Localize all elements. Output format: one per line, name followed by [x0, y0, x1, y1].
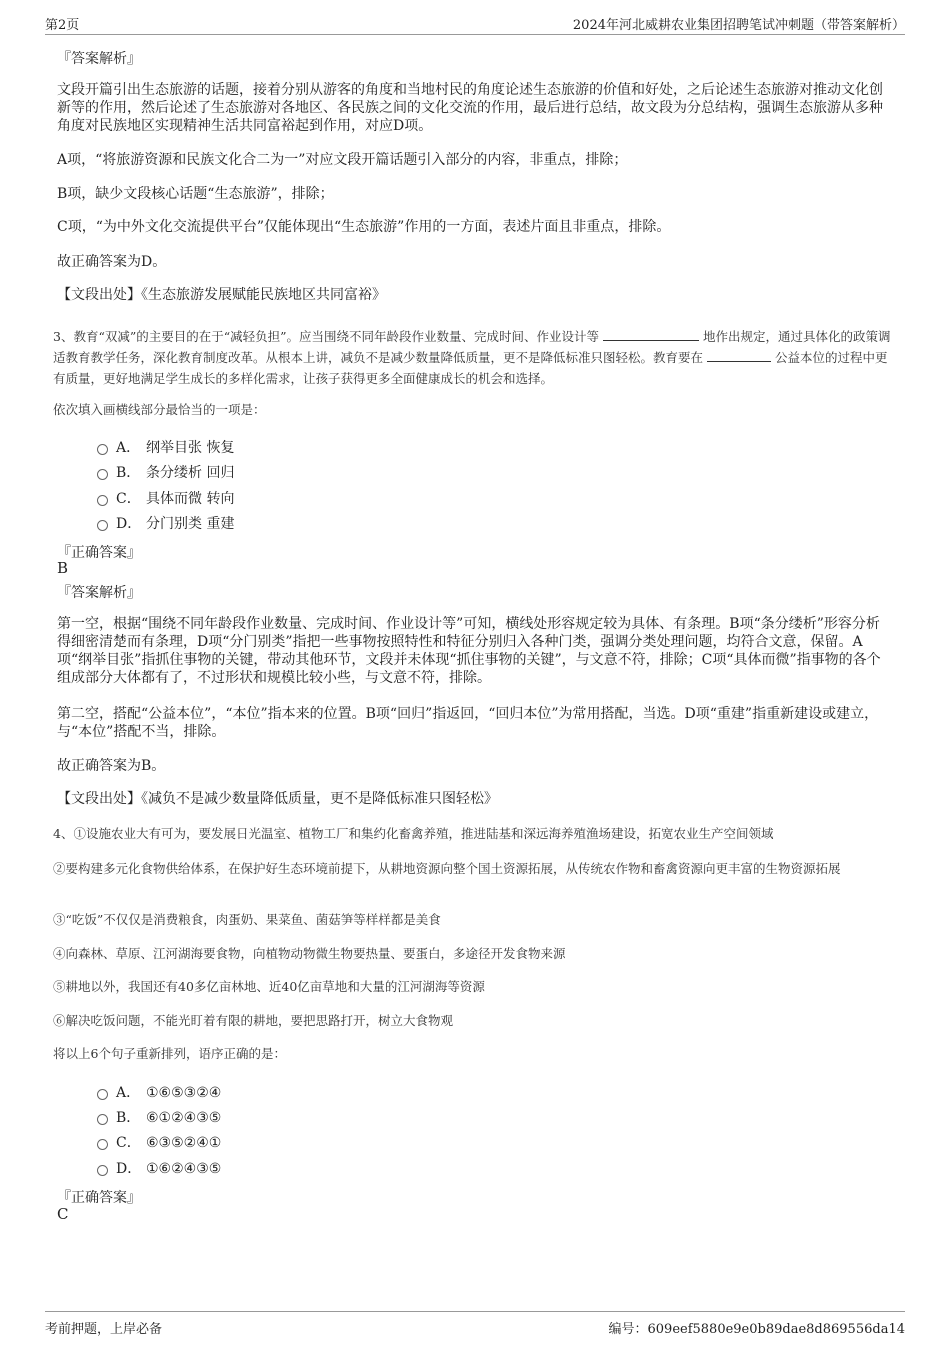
radio-icon[interactable] — [97, 520, 108, 531]
radio-icon[interactable] — [97, 1165, 108, 1176]
footer-slogan: 考前押题，上岸必备 — [45, 1322, 163, 1337]
correct-answer-label: 『正确答案』 — [57, 545, 141, 561]
option-a[interactable]: A． 纲举目张 恢复 — [97, 437, 234, 457]
option-b[interactable]: B． ⑥①②④③⑤ — [97, 1107, 221, 1127]
sentence-2: ②要构建多元化食物供给体系，在保护好生态环境前提下，从耕地资源向整个国土资源拓展，从传统农作物和畜禽资源向更丰富的生物资源拓展 — [53, 861, 841, 876]
option-d[interactable]: D． ①⑥②④③⑤ — [97, 1158, 221, 1178]
stem-part: 公益本位的过程中更有质量，更好地满足学生成长的多样化需求，让孩子获得更多全面健康成长的机会和选择。 — [53, 350, 888, 386]
page-number: 第2页 — [45, 18, 80, 33]
correct-answer-label: 『正确答案』 — [57, 1190, 141, 1206]
radio-icon[interactable] — [97, 1089, 108, 1100]
sentence-1: 4、①设施农业大有可为，要发展日光温室、植物工厂和集约化畜禽养殖，推进陆基和深远海养殖渔场建设，拓宽农业生产空间领域 — [53, 826, 774, 841]
option-c[interactable]: C． 具体而微 转向 — [97, 488, 234, 508]
analysis-label: 『答案解析』 — [57, 51, 141, 67]
text-source: 【文段出处】《生态旅游发展赋能民族地区共同富裕》 — [57, 287, 386, 303]
radio-icon[interactable] — [97, 495, 108, 506]
radio-icon[interactable] — [97, 1139, 108, 1150]
option-a[interactable]: A． ①⑥⑤③②④ — [97, 1082, 221, 1102]
question-prompt: 依次填入画横线部分最恰当的一项是： — [53, 402, 266, 417]
analysis-label: 『答案解析』 — [57, 585, 141, 601]
page-header — [45, 14, 905, 35]
question-prompt: 将以上6个句子重新排列，语序正确的是： — [53, 1046, 286, 1061]
sentence-4: ④向森林、草原、江河湖海要食物，向植物动物微生物要热量、要蛋白，多途径开发食物来源 — [53, 946, 566, 961]
correct-answer: C — [57, 1205, 69, 1223]
option-d[interactable]: D． 分门别类 重建 — [97, 513, 234, 533]
analysis-paragraph: C项，“为中外文化交流提供平台”仅能体现出“生态旅游”作用的一方面，表述片面且非重点，排除。 — [57, 219, 671, 235]
option-b[interactable]: B． 条分缕析 回归 — [97, 462, 234, 482]
analysis-paragraph: 第一空，根据“围绕不同年龄段作业数量、完成时间、作业设计等”可知，横线处形容规定较为具体、有条理。B项“条分缕析”形容分析得细密清楚而有条理，D项“分门别类”指把一些事物按照特性和特征分别归入各种门类，强调分类处理问题，均符合文意，保留。A项“纲举目张”指抓住事物的关键，带动其他环节，文段并未体现“抓住事物的关键”，与文意不符，排除；C项“具体而微”指事物的各个组成部分大体都有了，不过形状和规模比较小些，与文意不符，排除。 — [57, 616, 881, 686]
option-c[interactable]: C． ⑥③⑤②④① — [97, 1132, 221, 1152]
analysis-conclusion: 故正确答案为D。 — [57, 254, 167, 270]
analysis-paragraph: 文段开篇引出生态旅游的话题，接着分别从游客的角度和当地村民的角度论述生态旅游的价值和好处，之后论述生态旅游对推动文化创新等的作用，然后论述了生态旅游对各地区、各民族之间的文化交流的作用，最后进行总结，故文段为分总结构，强调生态旅游从多种角度对民族地区实现精神生活共同富裕起到作用，对应D项。 — [57, 82, 883, 134]
analysis-paragraph: 第二空，搭配“公益本位”，“本位”指本来的位置。B项“回归”指返回，“回归本位”为常用搭配，当选。D项“重建”指重新建设或建立，与“本位”搭配不当，排除。 — [57, 706, 879, 740]
page-footer — [45, 1311, 905, 1336]
correct-answer: B — [57, 559, 69, 577]
text-source: 【文段出处】《减负不是减少数量降低质量，更不是降低标准只图轻松》 — [57, 791, 498, 807]
radio-icon[interactable] — [97, 469, 108, 480]
document-id: 编号：609eef5880e9e0b89dae8d869556da14 — [608, 1322, 905, 1337]
radio-icon[interactable] — [97, 1114, 108, 1125]
sentence-3: ③“吃饭”不仅仅是消费粮食，肉蛋奶、果菜鱼、菌菇笋等样样都是美食 — [53, 912, 441, 927]
question-stem — [53, 326, 898, 389]
analysis-paragraph: B项，缺少文段核心话题“生态旅游”，排除； — [57, 186, 334, 202]
document-title: 2024年河北威耕农业集团招聘笔试冲刺题（带答案解析） — [572, 18, 905, 33]
sentence-6: ⑥解决吃饭问题，不能光盯着有限的耕地，要把思路打开，树立大食物观 — [53, 1013, 454, 1028]
sentence-5: ⑤耕地以外，我国还有40多亿亩林地、近40亿亩草地和大量的江河湖海等资源 — [53, 979, 485, 994]
stem-part: 3、教育“双减”的主要目的在于“减轻负担”。应当围绕不同年龄段作业数量、完成时间、作业设计等 — [53, 329, 600, 344]
blank-line — [603, 328, 699, 341]
stem-part: 地作出规定，通过具体化的政策调适教育教学任务，深化教育制度改革。从根本上讲，减负不是减少数量降低质量，更不是降低标准只图轻松。教育要在 — [53, 329, 891, 365]
blank-line — [707, 349, 771, 362]
analysis-paragraph: A项，“将旅游资源和民族文化合二为一”对应文段开篇话题引入部分的内容，非重点，排除； — [57, 152, 628, 168]
radio-icon[interactable] — [97, 444, 108, 455]
analysis-conclusion: 故正确答案为B。 — [57, 758, 166, 774]
